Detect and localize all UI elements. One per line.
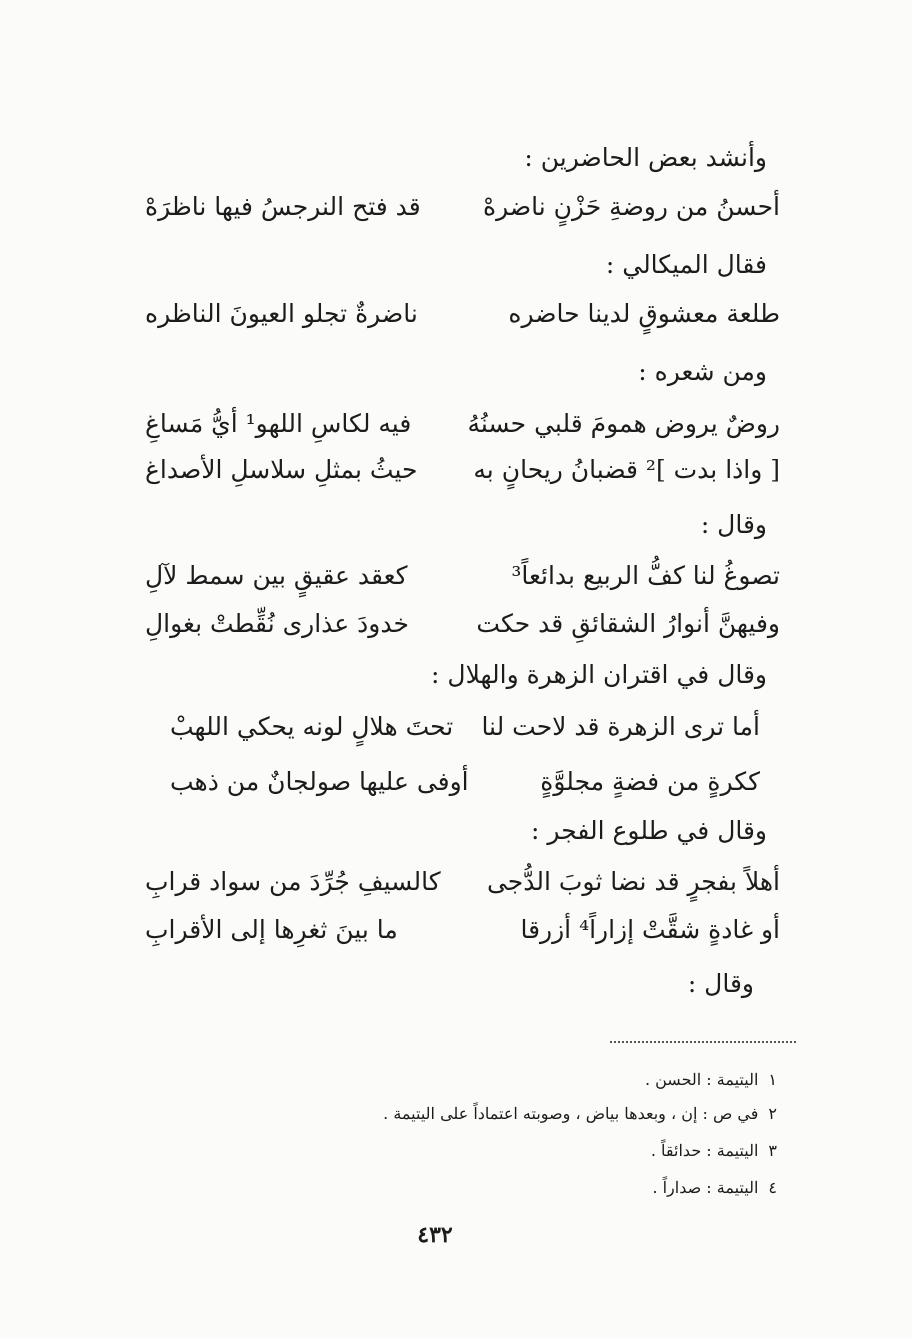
verse-line [135,762,780,802]
second-hemistich: قد فتح النرجسُ فيها ناظرَهْ [145,192,421,221]
second-hemistich: أوفى عليها صولجانٌ من ذهب [170,767,469,796]
second-hemistich: كعقد عقيقٍ بين سمط لآلِ [145,561,408,590]
verse-line [135,604,780,644]
first-hemistich: ككرةٍ من فضةٍ مجلوَّةٍ [540,767,760,796]
first-hemistich: طلعة معشوقٍ لدينا حاضره [508,299,780,328]
intro-line: ومن شعره : [638,357,767,386]
verse-line [135,707,780,747]
verse-line [135,404,780,444]
page-number: ٤٣٢ [417,1222,453,1248]
intro-line: وقال : [687,969,754,998]
first-hemistich: روضٌ يروض همومَ قلبي حسنُهُ [467,409,780,438]
verse-line [135,556,780,596]
footnote-number: ٤ [768,1178,777,1197]
first-hemistich: أهلاً بفجرٍ قد نضا ثوبَ الدُّجى [486,867,780,896]
first-hemistich: [ واذا بدت ]² قضبانُ ريحانٍ به [473,455,780,484]
verse-line [135,294,780,334]
second-hemistich: ما بينَ ثغرِها إلى الأقرابِ [145,915,398,944]
first-hemistich: أما ترى الزهرة قد لاحت لنا [481,712,760,741]
footnote [651,1139,777,1163]
footnote-text: اليتيمة : صداراً . [652,1178,759,1197]
footnote-number: ٣ [768,1141,777,1160]
footnote-text: في ص : إن ، وبعدها بياض ، وصوبته اعتماداً على اليتيمة . [383,1104,759,1123]
second-hemistich: ناضرةٌ تجلو العيونَ الناظره [145,299,418,328]
second-hemistich: فيه لكاسِ اللهو¹ أيُّ مَساغِ [145,409,412,438]
intro-line: وقال في طلوع الفجر : [531,816,767,845]
first-hemistich: أو غادةٍ شقَّتْ إزاراً⁴ أزرقا [520,915,780,944]
first-hemistich: أحسنُ من روضةِ حَزْنٍ ناضرهْ [482,192,780,221]
first-hemistich: تصوغُ لنا كفُّ الربيع بدائعاً³ [511,561,780,590]
footnote [652,1176,777,1200]
second-hemistich: خدودَ عذارى نُقِّطتْ بغوالِ [145,609,409,638]
second-hemistich: حيثُ بمثلِ سلاسلِ الأصداغ [145,455,418,484]
intro-line: فقال الميكالي : [605,250,767,279]
verse-line [135,187,780,227]
intro-line: وقال : [700,510,767,539]
footnote-divider [610,1041,796,1043]
footnote-number: ٢ [768,1104,777,1123]
verse-line [135,862,780,902]
footnote-text: اليتيمة : الحسن . [644,1070,759,1089]
verse-line [135,910,780,950]
intro-line: وأنشد بعض الحاضرين : [524,143,767,172]
intro-line: وقال في اقتران الزهرة والهلال : [431,660,767,689]
footnote-number: ١ [768,1070,777,1089]
second-hemistich: كالسيفِ جُرِّدَ من سواد قرابِ [145,867,441,896]
first-hemistich: وفيهنَّ أنوارُ الشقائقِ قد حكت [476,609,780,638]
footnote-text: اليتيمة : حدائقاً . [650,1141,759,1160]
footnote [645,1068,777,1092]
footnote [383,1102,777,1126]
verse-line [135,450,780,490]
second-hemistich: تحتَ هلالٍ لونه يحكي اللهبْ [170,712,454,741]
